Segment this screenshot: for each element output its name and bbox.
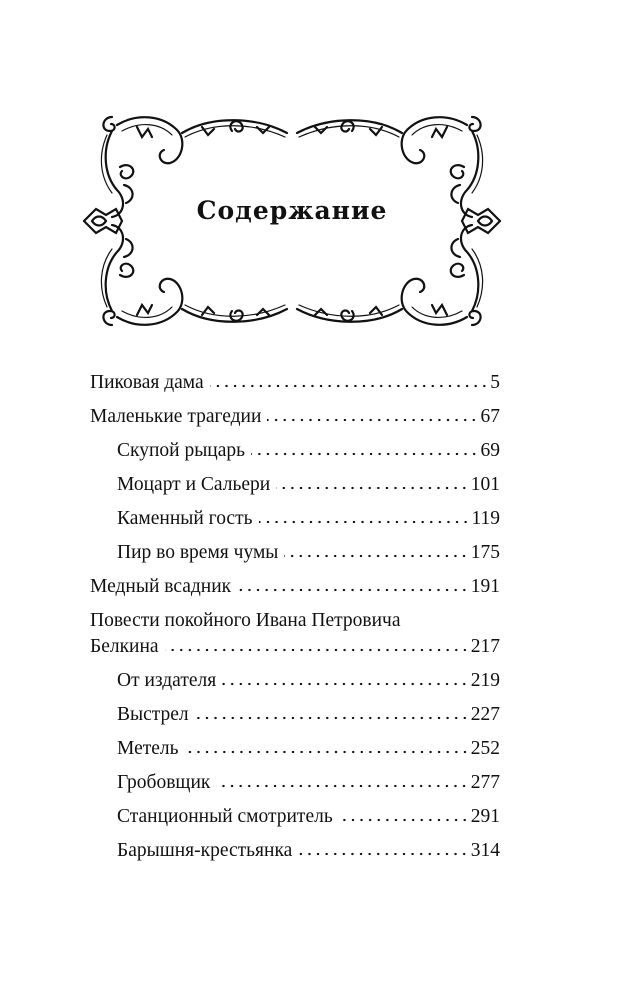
dot-leader [267,418,478,422]
dot-leader [216,784,468,788]
toc-entry [90,539,500,573]
toc-page-number: 291 [470,806,500,827]
toc-entry-title: Скупой рыцарь [117,440,246,461]
toc-page-number: 69 [480,440,500,461]
toc-page-number: 314 [470,840,500,861]
toc-entry-title: Пиковая дама [90,372,204,393]
toc-entry [90,837,500,871]
dot-leader [237,588,469,592]
dot-leader [185,750,469,754]
toc-page-number: 227 [470,704,500,725]
toc-entry [90,769,500,803]
toc-entry-title: Гробовщик [117,772,211,793]
toc-entry [90,803,500,837]
toc-page-number: 119 [471,508,500,529]
dot-leader [298,852,468,856]
toc-entry [90,505,500,539]
toc-entry-title: Каменный гость [117,508,253,529]
dot-leader [210,384,489,388]
toc-page-number: 175 [470,542,500,563]
toc-entry-title: Маленькие трагедии [90,406,262,427]
toc-page-number: 277 [470,772,500,793]
toc-entry [90,633,500,667]
toc-entry [90,701,500,735]
toc-page-number: 67 [480,406,500,427]
dot-leader [339,818,469,822]
dot-leader [259,520,470,524]
toc-entry-title: Станционный смотритель [117,806,333,827]
dot-leader [276,486,469,490]
toc-entry [90,735,500,769]
toc-page-number: 5 [490,372,500,393]
toc-page-number: 217 [470,636,500,657]
dot-leader [284,554,468,558]
toc-entry-title: Повести покойного Ивана Петровича [90,610,401,631]
toc-entry-title: От издателя [117,670,217,691]
toc-page-number: 191 [470,576,500,597]
toc-entry-title: Медный всадник [90,576,232,597]
toc-entry-title: Моцарт и Сальери [117,474,271,495]
toc-page-number: 252 [470,738,500,759]
table-of-contents [90,369,500,871]
dot-leader [165,648,469,652]
toc-entry-title: Белкина [90,636,159,657]
toc-entry-title: Выстрел [117,704,189,725]
toc-entry [90,403,500,437]
dot-leader [195,716,469,720]
toc-entry-title: Метель [117,738,179,759]
toc-entry [90,471,500,505]
toc-entry [90,667,500,701]
dot-leader [251,452,478,456]
toc-entry-line [90,607,500,633]
page-title: Содержание [196,196,388,225]
toc-entry-title: Барышня-крестьянка [117,840,293,861]
toc-page-number: 219 [470,670,500,691]
toc-entry [90,437,500,471]
toc-page-number: 101 [470,474,500,495]
dot-leader [222,682,469,686]
toc-entry [90,573,500,607]
toc-entry [90,369,500,403]
toc-entry-title: Пир во время чумы [117,542,279,563]
